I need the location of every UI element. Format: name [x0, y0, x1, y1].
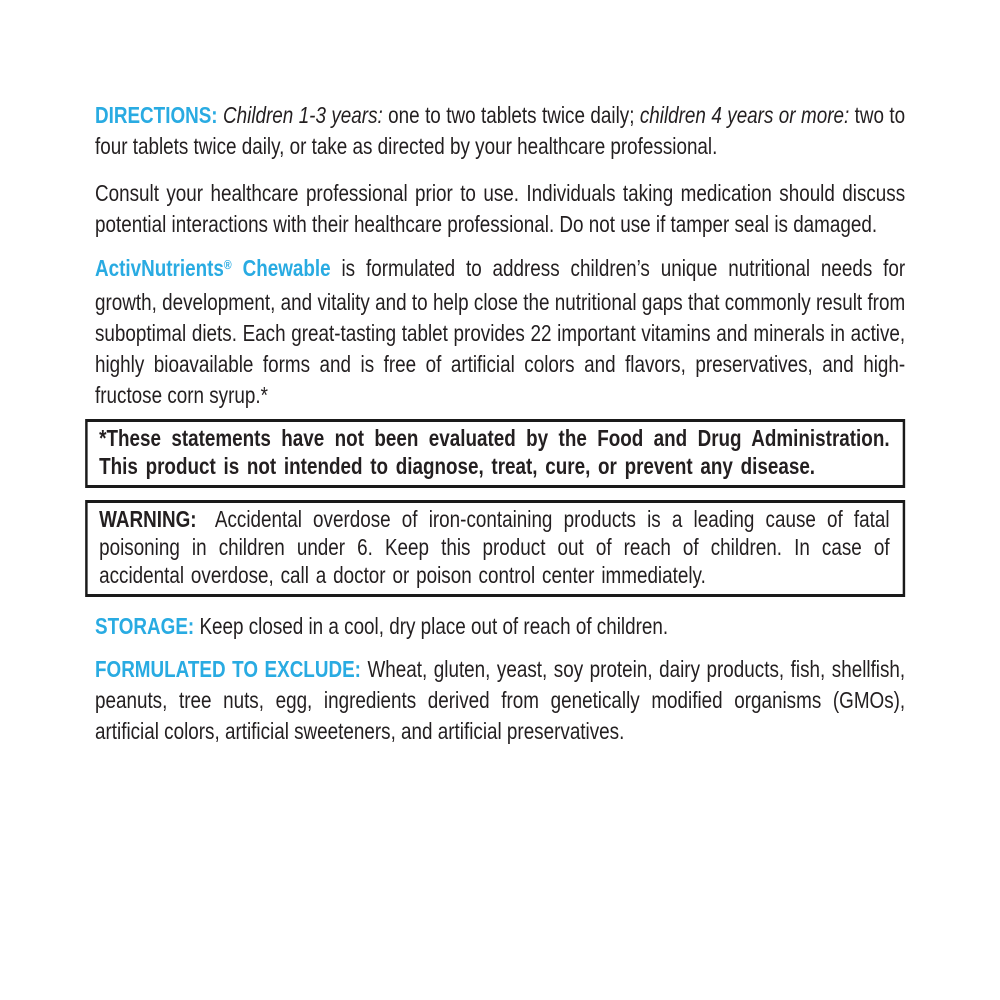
directions-label: DIRECTIONS: — [95, 102, 218, 128]
storage-text: Keep closed in a cool, dry place out of reach of children. — [199, 613, 669, 639]
formulated-to-exclude-label: FORMULATED TO EXCLUDE: — [95, 656, 361, 682]
directions-age-range-1: Children 1-3 years: — [223, 102, 383, 128]
product-description-text: is formulated to address children’s unique nutritional needs for growth, development, and vitality and to help close the nutritional gaps that commonly result from suboptimal diets. Each great-tasting tablet provides 22 important vitamins and minerals in active, highly bioavailable forms and is free of artificial colors and flavors, preservatives, and high-fructose corn syrup.* — [95, 255, 906, 408]
product-description-paragraph — [95, 253, 905, 411]
storage-paragraph — [95, 611, 905, 642]
warning-text: Accidental overdose of iron-containing products is a leading cause of fatal poisoning in children under 6. Keep this product out of reach of children. In case of accidental overdose, call a doctor or poison control center immediately. — [99, 506, 890, 588]
brand-name-suffix: Chewable — [231, 255, 331, 281]
warning-label: WARNING: — [99, 506, 197, 532]
fda-disclaimer-text: *These statements have not been evaluated by the Food and Drug Administration. This product is not intended to diagnose, treat, cure, or prevent any disease. — [99, 425, 890, 479]
directions-paragraph — [95, 100, 905, 162]
directions-dose-2: two to four tablets twice daily, or take as directed by your healthcare professional. — [95, 102, 906, 159]
formulated-to-exclude-paragraph — [95, 654, 905, 747]
directions-age-range-2: children 4 years or more: — [639, 102, 850, 128]
consult-text: Consult your healthcare professional prior to use. Individuals taking medication should discuss potential interactions with their healthcare professional. Do not use if tamper seal is damaged. — [95, 180, 906, 237]
label-text-block — [95, 100, 905, 747]
brand-name — [95, 255, 331, 281]
storage-label: STORAGE: — [95, 613, 195, 639]
registered-trademark-symbol: ® — [223, 257, 232, 273]
warning-box — [85, 500, 905, 597]
directions-dose-1: one to two tablets twice daily; — [388, 102, 635, 128]
formulated-to-exclude-text: Wheat, gluten, yeast, soy protein, dairy products, fish, shellfish, peanuts, tree nuts, egg, ingredients derived from genetically modified organisms (GMOs), artificial colors, artificial sweeteners, and artificial preservatives. — [95, 656, 906, 744]
fda-disclaimer-box — [85, 419, 905, 488]
brand-name-text: ActivNutrients — [95, 255, 224, 281]
consult-paragraph — [95, 178, 905, 240]
